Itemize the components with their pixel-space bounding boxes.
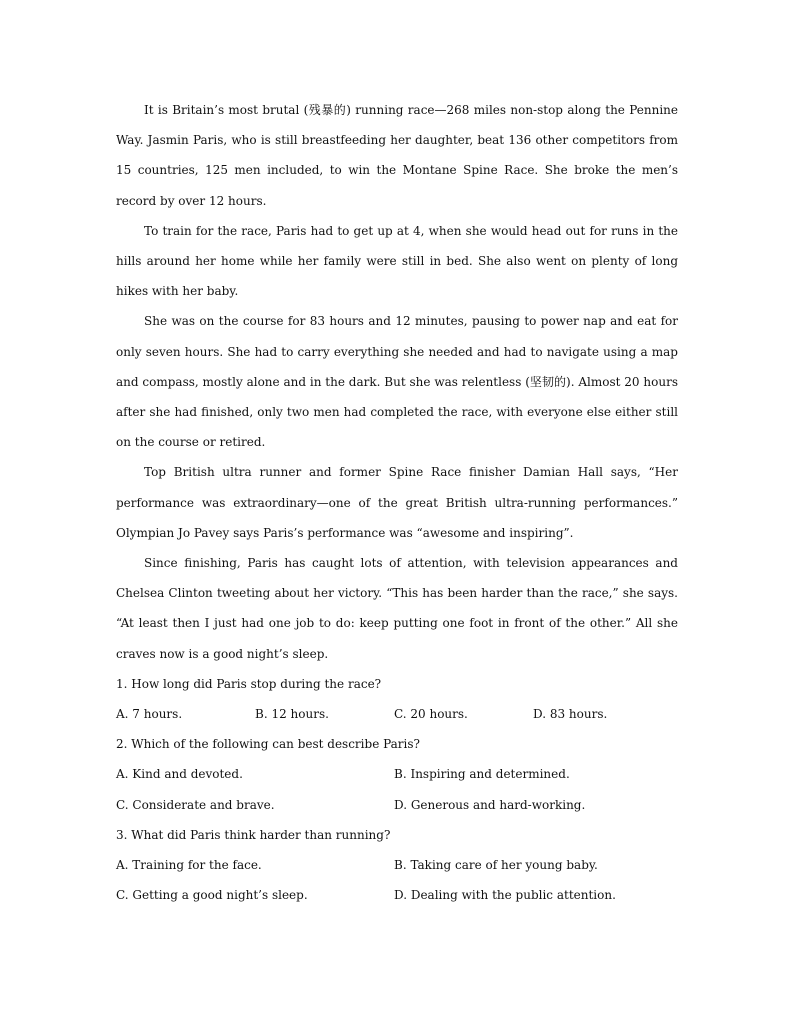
passage-paragraph-5: Since finishing, Paris has caught lots of attention, with television appearances and Chelsea Clinton tweeting about her victory. “This has been harder than the race,” she says. “At least then I just had one job to do: keep putting one foot in front of the other.” All she craves now is a good night’s sleep. bbox=[116, 556, 678, 661]
question-2-option-a: A. Kind and devoted. bbox=[116, 767, 243, 782]
question-3-stem: 3. What did Paris think harder than running? bbox=[116, 827, 391, 842]
passage-paragraph-1: It is Britain’s most brutal (残暴的) running race—268 miles non-stop along the Pennine Way. Jasmin Paris, who is still breastfeeding her daughter, beat 136 other competitors from 15 countries, 125 men included, to win the Montane Spine Race. She broke the men’s record by over 12 hours. bbox=[116, 103, 678, 208]
passage-paragraph-4: Top British ultra runner and former Spine Race finisher Damian Hall says, “Her performance was extraordinary—one of the great British ultra-running performances.” Olympian Jo Pavey says Paris’s performance was “awesome and inspiring”. bbox=[116, 465, 678, 540]
question-3-options-row-1 bbox=[116, 850, 678, 880]
question-1-option-b: B. 12 hours. bbox=[255, 707, 329, 722]
question-2-option-c: C. Considerate and brave. bbox=[116, 797, 275, 812]
question-2-option-d: D. Generous and hard-working. bbox=[394, 797, 586, 812]
passage-paragraph-2: To train for the race, Paris had to get up at 4, when she would head out for runs in the hills around her home while her family were still in bed. She also went on plenty of long hikes with her baby. bbox=[116, 223, 678, 299]
question-3-option-a: A. Training for the face. bbox=[116, 858, 262, 873]
question-1-options bbox=[116, 699, 678, 729]
question-1-option-a: A. 7 hours. bbox=[116, 707, 183, 722]
passage-paragraph-3: She was on the course for 83 hours and 12 minutes, pausing to power nap and eat for only seven hours. She had to carry everything she needed and had to navigate using a map and compass, mostly alone and in the dark. But she was relentless (坚韧的). Almost 20 hours after she had finished, only two men had completed the race, with everyone else either still on the course or retired. bbox=[116, 314, 678, 450]
document-content bbox=[116, 95, 678, 910]
question-3-option-c: C. Getting a good night’s sleep. bbox=[116, 888, 308, 903]
question-2-options-row-2 bbox=[116, 790, 678, 820]
question-1-option-c: C. 20 hours. bbox=[394, 707, 468, 722]
question-3-option-b: B. Taking care of her young baby. bbox=[394, 858, 598, 873]
question-2-options-row-1 bbox=[116, 759, 678, 789]
question-2-option-b: B. Inspiring and determined. bbox=[394, 767, 570, 782]
question-1-stem: 1. How long did Paris stop during the race? bbox=[116, 676, 382, 691]
question-3-option-d: D. Dealing with the public attention. bbox=[394, 888, 616, 903]
question-2-stem: 2. Which of the following can best describe Paris? bbox=[116, 737, 420, 752]
question-3-options-row-2 bbox=[116, 880, 678, 910]
question-1-option-d: D. 83 hours. bbox=[533, 707, 608, 722]
